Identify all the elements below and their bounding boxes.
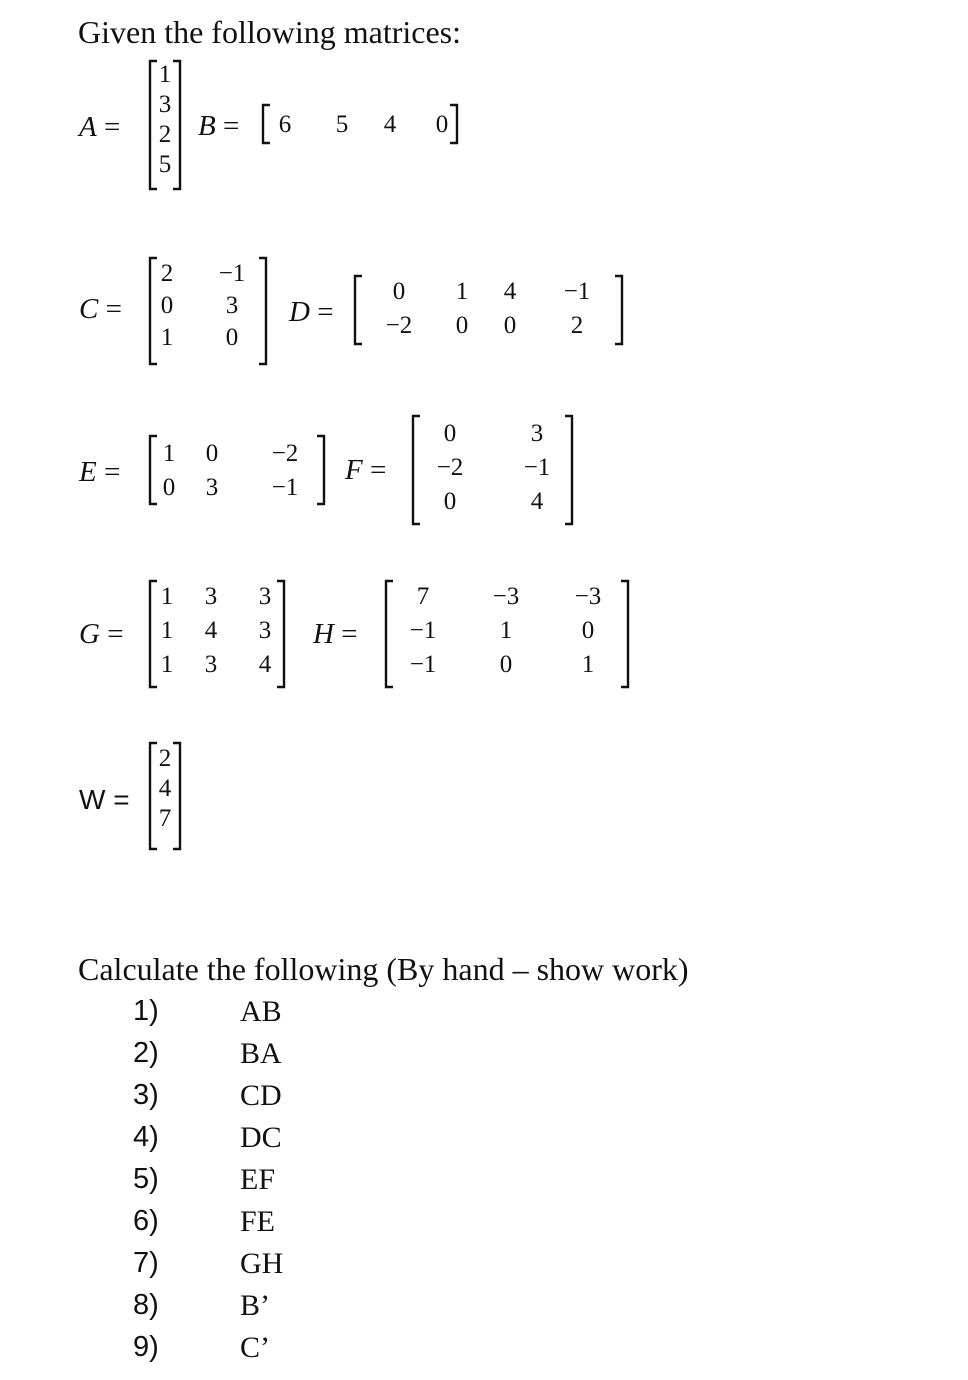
matrix-f-label: F = — [345, 454, 387, 486]
task-number: 5) — [133, 1163, 159, 1195]
matrix-d-cell: −2 — [385, 312, 413, 339]
matrix-d-cell: 1 — [455, 278, 469, 305]
matrix-g-cell: 4 — [258, 651, 272, 678]
matrix-h-cell: −3 — [492, 583, 520, 610]
matrix-f — [410, 415, 575, 525]
matrix-w — [147, 742, 183, 850]
matrix-a-cell: 3 — [158, 91, 172, 118]
matrix-w-cell: 4 — [158, 775, 172, 802]
matrix-a-cell: 2 — [158, 121, 172, 148]
matrix-b-label: B = — [198, 110, 240, 142]
matrix-b-right-bracket — [448, 104, 460, 144]
task-label: BA — [240, 1037, 282, 1070]
task-number: 6) — [133, 1205, 159, 1237]
matrix-a-right-bracket — [171, 60, 183, 190]
matrix-d-cell: 2 — [570, 312, 584, 339]
matrix-h-cell: 1 — [499, 617, 513, 644]
matrix-c-label: C = — [79, 293, 122, 325]
matrix-h-cell: 1 — [581, 651, 595, 678]
matrix-e-cell: 0 — [162, 474, 176, 501]
matrix-c-left-bracket — [147, 257, 159, 365]
matrix-h-cell: 7 — [416, 583, 430, 610]
matrix-e-cell: 1 — [162, 440, 176, 467]
matrix-c-cell: 2 — [160, 260, 174, 287]
matrix-c — [147, 257, 269, 365]
matrix-b-cell: 5 — [335, 111, 349, 138]
task-number: 4) — [133, 1121, 159, 1153]
matrix-c-cell: −1 — [218, 260, 246, 287]
task-label: CD — [240, 1079, 282, 1112]
matrix-g-cell: 3 — [204, 651, 218, 678]
matrix-e-cell: −1 — [271, 474, 299, 501]
matrix-b — [260, 104, 460, 144]
matrix-a-cell: 1 — [158, 61, 172, 88]
task-number: 2) — [133, 1037, 159, 1069]
matrix-e-label: E = — [79, 456, 121, 488]
task-number: 3) — [133, 1079, 159, 1111]
task-label: B’ — [240, 1289, 270, 1322]
matrix-c-cell: 1 — [160, 324, 174, 351]
matrix-e-left-bracket — [147, 435, 159, 505]
matrix-e — [147, 435, 327, 505]
matrix-d-cell: 0 — [503, 312, 517, 339]
matrix-a-cell: 5 — [158, 151, 172, 178]
matrix-w-cell: 2 — [158, 745, 172, 772]
matrix-a — [147, 60, 183, 190]
matrix-c-cell: 0 — [225, 324, 239, 351]
task-label: AB — [240, 995, 282, 1028]
matrix-f-right-bracket — [563, 415, 575, 525]
matrix-g-cell: 1 — [160, 617, 174, 644]
matrix-g-cell: 3 — [204, 583, 218, 610]
matrix-b-cell: 4 — [383, 111, 397, 138]
matrix-f-cell: 4 — [530, 488, 544, 515]
matrix-c-cell: 0 — [160, 292, 174, 319]
task-number: 8) — [133, 1289, 159, 1321]
task-label: C’ — [240, 1331, 270, 1364]
task-label: GH — [240, 1247, 284, 1280]
matrix-f-cell: −2 — [436, 454, 464, 481]
matrix-w-right-bracket — [171, 742, 183, 850]
matrix-f-cell: −1 — [523, 454, 551, 481]
matrix-b-cell: 0 — [435, 111, 449, 138]
matrix-g-cell: 1 — [160, 583, 174, 610]
matrix-a-label: A = — [79, 111, 121, 143]
matrix-d-cell: 0 — [455, 312, 469, 339]
matrix-g-label: G = — [79, 618, 124, 650]
task-label: DC — [240, 1121, 282, 1154]
matrix-f-cell: 0 — [443, 420, 457, 447]
matrix-e-cell: 3 — [205, 474, 219, 501]
task-number: 1) — [133, 995, 159, 1027]
matrix-h-cell: −1 — [409, 651, 437, 678]
matrix-h-cell: 0 — [581, 617, 595, 644]
matrix-a-left-bracket — [147, 60, 159, 190]
matrix-d-right-bracket — [613, 275, 625, 345]
matrix-h-label: H = — [313, 618, 358, 650]
matrix-w-left-bracket — [147, 742, 159, 850]
matrix-b-cell: 6 — [278, 111, 292, 138]
matrix-g-left-bracket — [147, 580, 159, 688]
matrix-f-cell: 3 — [530, 420, 544, 447]
task-number: 9) — [133, 1331, 159, 1363]
matrix-g-cell: 1 — [160, 651, 174, 678]
matrix-h — [383, 580, 631, 688]
matrix-d-label: D = — [289, 296, 334, 328]
matrix-d-cell: −1 — [563, 278, 591, 305]
instructions-text: Calculate the following (By hand – show work) — [78, 951, 689, 987]
matrix-d — [352, 275, 625, 345]
matrix-g-right-bracket — [275, 580, 287, 688]
matrix-c-cell: 3 — [225, 292, 239, 319]
matrix-e-cell: 0 — [205, 440, 219, 467]
matrix-h-cell: −1 — [409, 617, 437, 644]
matrix-g — [147, 580, 287, 688]
matrix-h-cell: 0 — [499, 651, 513, 678]
matrix-c-right-bracket — [257, 257, 269, 365]
matrix-d-cell: 4 — [503, 278, 517, 305]
matrix-d-cell: 0 — [392, 278, 406, 305]
matrix-d-left-bracket — [352, 275, 364, 345]
page-heading: Given the following matrices: — [78, 14, 462, 50]
matrix-b-left-bracket — [260, 104, 272, 144]
matrix-g-cell: 3 — [258, 583, 272, 610]
matrix-f-cell: 0 — [443, 488, 457, 515]
task-number: 7) — [133, 1247, 159, 1279]
task-label: EF — [240, 1163, 276, 1196]
matrix-e-right-bracket — [315, 435, 327, 505]
matrix-w-cell: 7 — [158, 805, 172, 832]
matrix-f-left-bracket — [410, 415, 422, 525]
matrix-w-label: W = — [79, 784, 130, 815]
matrix-h-right-bracket — [619, 580, 631, 688]
matrix-h-left-bracket — [383, 580, 395, 688]
task-label: FE — [240, 1205, 276, 1238]
matrix-e-cell: −2 — [271, 440, 299, 467]
matrix-g-cell: 4 — [204, 617, 218, 644]
matrix-h-cell: −3 — [574, 583, 602, 610]
matrix-g-cell: 3 — [258, 617, 272, 644]
